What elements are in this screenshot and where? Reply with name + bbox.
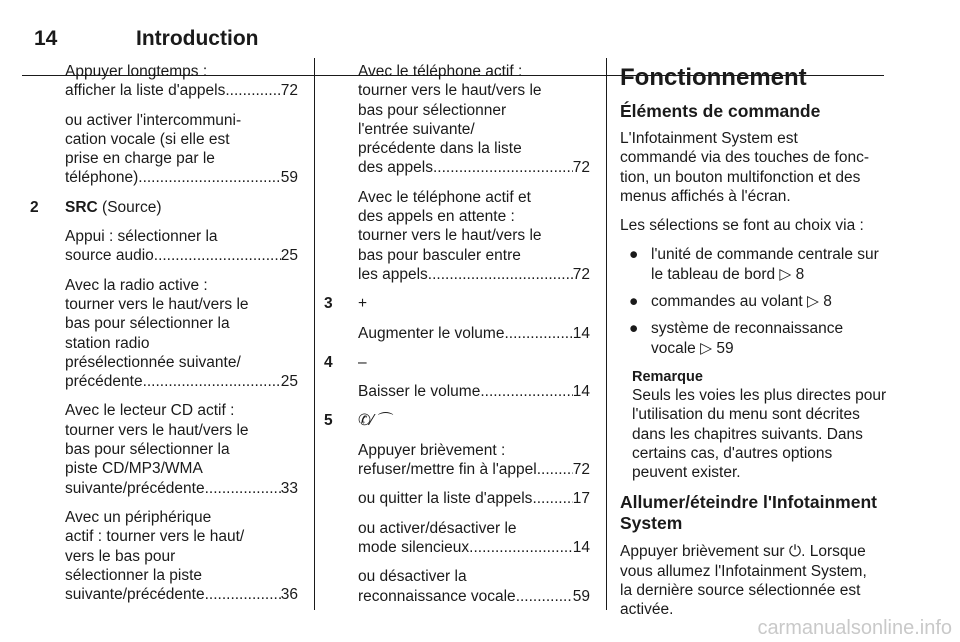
column-divider (314, 58, 315, 610)
text-line: des appels en attente : (358, 208, 515, 226)
page-ref-arrow-icon: ▷ (806, 293, 819, 311)
text-line: l'unité de commande centrale sur (651, 246, 879, 264)
leader-dots (469, 538, 573, 557)
section-title: Fonctionnement (620, 64, 807, 91)
text-line: sélectionner la piste (65, 566, 202, 584)
note-box (620, 368, 886, 482)
text-line: Avec la radio active : (65, 276, 208, 294)
leader-dots (205, 479, 281, 498)
paragraph (30, 111, 298, 188)
text-line: système de reconnaissance (651, 320, 844, 338)
toc-entry (358, 538, 590, 557)
paragraph (324, 567, 590, 606)
text-line: tourner vers le haut/vers le (358, 227, 542, 245)
entry-text: ou quitter la liste d'appels (358, 490, 533, 508)
text-line: bas pour sélectionner la (65, 315, 230, 333)
text-line: dans les chapitres suivants. Dans (632, 425, 863, 443)
paragraph (324, 489, 590, 508)
leader-dots (480, 382, 572, 401)
page-ref[interactable]: 25 (280, 247, 298, 265)
text-line: ou activer/désactiver le (358, 519, 517, 537)
text-line: piste CD/MP3/WMA (65, 460, 203, 478)
page-ref[interactable]: 59 (572, 587, 590, 605)
bullet-icon: ● (629, 246, 639, 264)
page-ref[interactable]: 25 (280, 373, 298, 391)
control-label: SRC (65, 198, 98, 216)
text-line: . Lorsque (801, 543, 866, 561)
text-line: Seuls les voies les plus directes pour (632, 386, 887, 404)
list-item (324, 411, 590, 430)
text-line: le tableau de bord (651, 265, 776, 283)
column-1 (30, 62, 298, 614)
page-ref[interactable]: 14 (572, 324, 590, 342)
text-line: L'Infotainment System est (620, 130, 798, 147)
text-line: vous allumez l'Infotainment System, (620, 562, 867, 580)
toc-entry (65, 585, 298, 604)
subsection-title: Allumer/éteindre l'Infotainment System (620, 492, 877, 534)
text-line: bas pour basculer entre (358, 246, 521, 264)
subsection-title: Éléments de commande (620, 101, 821, 121)
text-line: commandes au volant (651, 293, 803, 311)
list-item (620, 292, 886, 311)
entry-text: des appels (358, 159, 433, 177)
toc-entry (65, 168, 298, 187)
text-line: tourner vers le haut/vers le (358, 82, 542, 100)
paragraph (30, 401, 298, 497)
text-line: menus affichés à l'écran. (620, 187, 791, 205)
item-number: 2 (30, 198, 39, 216)
text-line: tourner vers le haut/vers le (65, 295, 249, 313)
toc-entry (65, 81, 298, 100)
entry-text: Augmenter le volume (358, 324, 505, 342)
page-ref[interactable]: 59 (280, 169, 298, 187)
text-line: Appui : sélectionner la (65, 228, 218, 246)
paragraph (30, 508, 298, 604)
text-line: présélectionnée suivante/ (65, 353, 241, 371)
page-ref[interactable]: 17 (572, 490, 590, 508)
page-ref[interactable]: 72 (280, 82, 298, 100)
text-line: bas pour sélectionner (358, 101, 507, 119)
item-number: 5 (324, 412, 333, 430)
toc-entry (358, 382, 590, 401)
text-line: Les sélections se font au choix via : (620, 217, 864, 235)
list-item (620, 245, 886, 284)
entry-text: suivante/précédente (65, 586, 205, 604)
page-ref[interactable]: 72 (572, 265, 590, 283)
text-line: tourner vers le haut/vers le (65, 421, 249, 439)
paragraph (324, 519, 590, 558)
text-line: l'entrée suivante/ (358, 120, 475, 138)
column-3 (620, 62, 886, 630)
text-line: tion, un bouton multifonction et des (620, 168, 861, 186)
text-line: précédente dans la liste (358, 140, 522, 158)
page-ref[interactable]: 59 (716, 339, 734, 357)
text-line: Avec le lecteur CD actif : (65, 402, 235, 420)
leader-dots (143, 372, 281, 391)
leader-dots (532, 489, 572, 508)
leader-dots (138, 168, 280, 187)
leader-dots (205, 585, 281, 604)
leader-dots (433, 158, 573, 177)
entry-text: les appels (358, 265, 428, 283)
page-ref[interactable]: 8 (795, 265, 805, 283)
page-ref[interactable]: 14 (572, 538, 590, 556)
paragraph (620, 129, 886, 206)
text-line: l'utilisation du menu sont décrites (632, 406, 860, 424)
phone-mute-icon: ✆⁄ ⌒ (358, 412, 394, 430)
toc-entry (65, 479, 298, 498)
text-line: vocale (651, 339, 696, 357)
page-ref[interactable]: 33 (280, 479, 298, 497)
toc-entry (65, 372, 298, 391)
plus-icon: + (358, 295, 368, 313)
page-number: 14 (34, 27, 58, 50)
list-item (324, 294, 590, 313)
toc-entry (358, 489, 590, 508)
text-line: cation vocale (si elle est (65, 130, 230, 148)
paragraph (324, 324, 590, 343)
list-item (620, 319, 886, 358)
entry-text: Baisser le volume (358, 383, 481, 401)
bullet-icon: ● (629, 320, 639, 338)
page-ref[interactable]: 14 (572, 383, 590, 401)
text-line: la dernière source sélectionnée est (620, 582, 861, 600)
paragraph (324, 441, 590, 480)
text-line: Avec un périphérique (65, 508, 212, 526)
note-title: Remarque (632, 368, 703, 385)
entry-text: mode silencieux (358, 538, 470, 556)
paragraph (620, 216, 886, 235)
watermark: carmanualsonline.info (757, 617, 952, 639)
text-line: commandé via des touches de fonc- (620, 149, 869, 167)
toc-entry (65, 246, 298, 265)
text-line: bas pour sélectionner la (65, 441, 230, 459)
text-line: certains cas, d'autres options (632, 444, 833, 462)
paragraph (324, 382, 590, 401)
entry-text: suivante/précédente (65, 479, 205, 497)
entry-text: refuser/mettre fin à l'appel (358, 461, 537, 479)
toc-entry (358, 265, 590, 284)
entry-text: téléphone) (65, 169, 139, 187)
page-ref[interactable]: 36 (280, 586, 298, 604)
page-ref[interactable]: 72 (572, 461, 590, 479)
text-line: actif : tourner vers le haut/ (65, 528, 245, 546)
text-line: station radio (65, 334, 150, 352)
text-line: peuvent exister. (632, 464, 741, 482)
column-2 (324, 62, 590, 616)
text-line: Avec le téléphone actif et (358, 188, 531, 206)
text-line: prise en charge par le (65, 150, 215, 168)
paragraph (30, 276, 298, 392)
text-line: Avec le téléphone actif : (358, 63, 523, 80)
toc-entry (358, 158, 590, 177)
toc-entry (358, 324, 590, 343)
minus-icon: – (358, 353, 367, 371)
text-line: Appuyer brièvement sur (620, 543, 785, 561)
paragraph (324, 188, 590, 284)
leader-dots (428, 265, 573, 284)
text-line: ou désactiver la (358, 568, 467, 586)
list-item (324, 353, 590, 372)
page-ref-arrow-icon: ▷ (700, 339, 713, 357)
list-item (30, 198, 298, 217)
text-line: Appuyer longtemps : (65, 63, 208, 80)
leader-dots (516, 587, 573, 606)
bullet-icon: ● (629, 293, 639, 311)
paragraph (620, 542, 886, 619)
power-icon: ⏻ (788, 543, 802, 561)
text-line: activée. (620, 601, 674, 619)
toc-entry (358, 460, 590, 479)
leader-dots (537, 460, 573, 479)
entry-text: source audio (65, 247, 154, 265)
page-ref[interactable]: 8 (823, 293, 832, 311)
page-header (22, 26, 884, 52)
page-title: Introduction (136, 27, 259, 50)
leader-dots (504, 324, 572, 343)
control-desc: (Source) (97, 198, 162, 216)
entry-text: reconnaissance vocale (358, 587, 516, 605)
item-number: 3 (324, 295, 333, 313)
toc-entry (358, 587, 590, 606)
text-line: vers le bas pour (65, 547, 176, 565)
paragraph (324, 62, 590, 178)
text-line: ou activer l'intercommuni- (65, 111, 242, 129)
entry-text: précédente (65, 373, 143, 391)
page-ref[interactable]: 72 (572, 159, 590, 177)
leader-dots (225, 81, 280, 100)
paragraph (30, 62, 298, 101)
text-line: Appuyer brièvement : (358, 441, 506, 459)
page-ref-arrow-icon: ▷ (779, 265, 792, 283)
entry-text: afficher la liste d'appels (65, 82, 226, 100)
column-divider (606, 58, 607, 610)
paragraph (30, 227, 298, 266)
leader-dots (154, 246, 281, 265)
item-number: 4 (324, 353, 333, 371)
